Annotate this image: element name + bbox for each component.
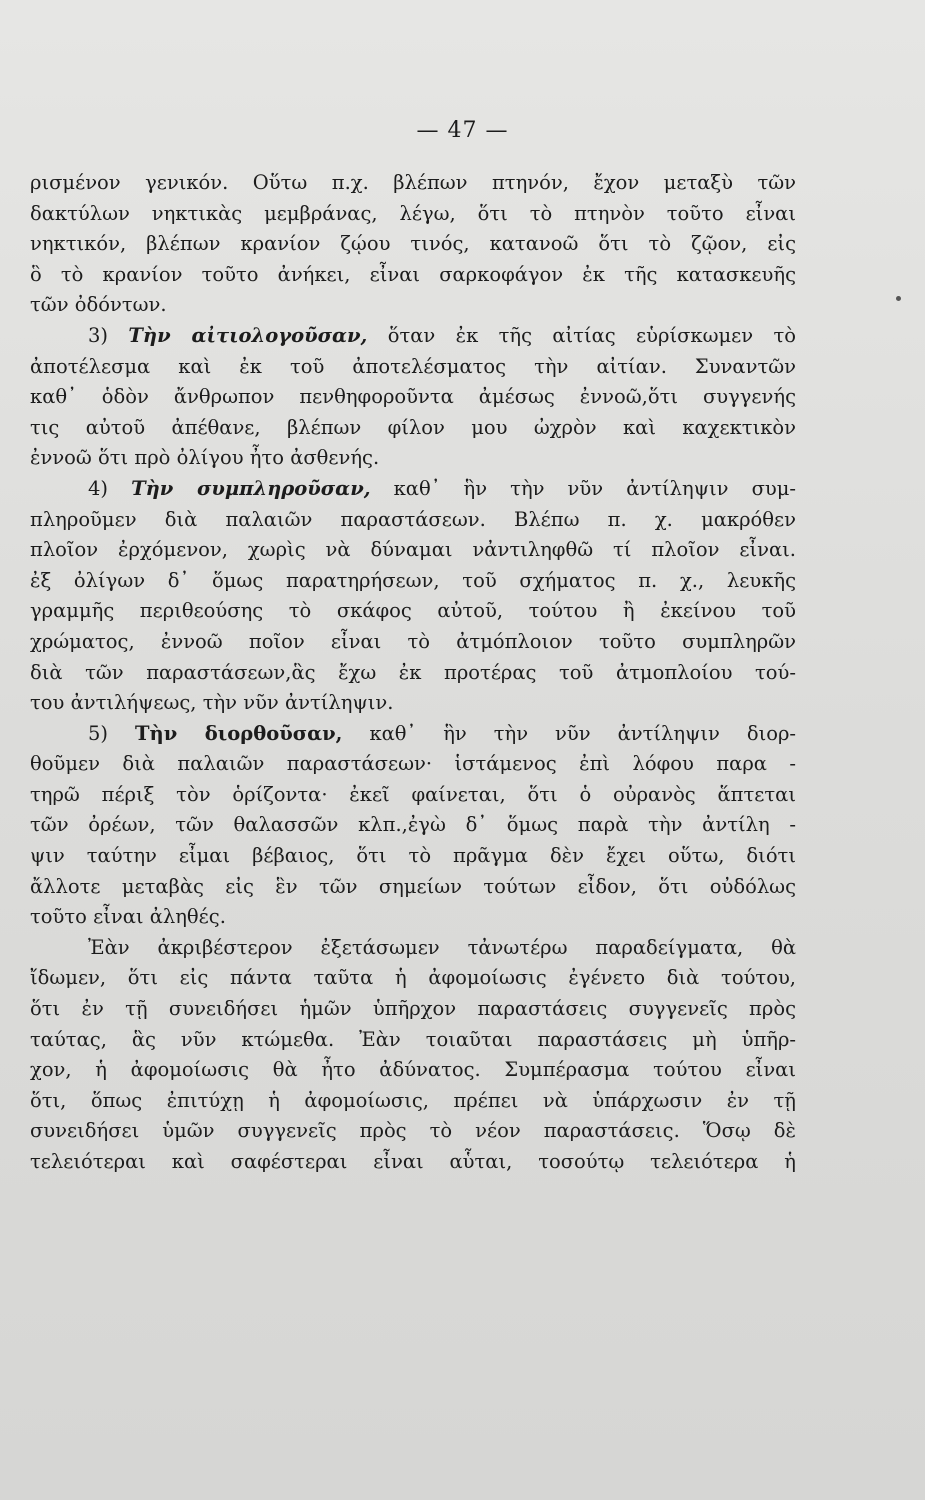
text-line: ἄλλοτε μεταβὰς εἰς ἓν τῶν σημείων τούτων εἶδον, ὅτι οὐδόλως [30,874,796,898]
text-line: καθ᾽ ὁδὸν ἄνθρωπον πενθηφοροῦντα ἀμέσως ἐννοῶ,ὅτι συγγενής [30,385,796,409]
item-5-marker: 5) [88,721,109,745]
text-line: θοῦμεν διὰ παλαιῶν παραστάσεων· ἱστάμενος ἐπὶ λόφου παρα - [30,752,796,776]
text-line: διὰ τῶν παραστάσεων,ἃς ἔχω ἐκ προτέρας τοῦ ἀτμοπλοίου τού- [30,660,796,684]
text-line: γραμμῆς περιθεούσης τὸ σκάφος αὐτοῦ, τούτου ἢ ἐκείνου τοῦ [30,599,796,623]
text-line: πληροῦμεν διὰ παλαιῶν παραστάσεων. Βλέπω π. χ. μακρόθεν [30,507,796,531]
text-line: ρισμένον γενικόν. Οὕτω π.χ. βλέπων πτηνόν, ἔχον μεταξὺ τῶν [30,171,796,194]
item-4-term: Τὴν συμπληροῦσαν, [131,476,371,500]
text-line: πλοῖον ἐρχόμενον, χωρὶς νὰ δύναμαι νἀντιληφθῶ τί πλοῖον εἶναι. [30,538,796,562]
text-line: ἴδωμεν, ὅτι εἰς πάντα ταῦτα ἡ ἀφομοίωσις ἐγένετο διὰ τούτου, [30,966,796,990]
text-line: τηρῶ πέριξ τὸν ὁρίζοντα· ἐκεῖ φαίνεται, ὅτι ὁ οὐρανὸς ἅπτεται [30,782,796,806]
page-number: — 47 — [416,118,509,143]
text-line: ἀποτέλεσμα καὶ ἐκ τοῦ ἀποτελέσματος τὴν αἰτίαν. Συναντῶν [30,354,796,378]
item-3-rest: ὅταν ἐκ τῆς αἰτίας εὑρίσκωμεν τὸ [387,323,797,347]
text-line: δακτύλων νηκτικὰς μεμβράνας, λέγω, ὅτι τὸ πτηνὸν τοῦτο εἶναι [30,201,796,225]
text-line: συνειδήσει ὑμῶν συγγενεῖς πρὸς τὸ νέον παραστάσεις. Ὅσῳ δὲ [30,1119,796,1143]
text-line: τῶν ὀρέων, τῶν θαλασσῶν κλπ.,ἐγὼ δ᾽ ὅμως παρὰ τὴν ἀντίλη - [30,813,796,837]
text-line: ἐννοῶ ὅτι πρὸ ὀλίγου ἦτο ἀσθενής. [30,446,380,470]
item-4-heading-line [30,474,796,505]
text-line: χον, ἡ ἀφομοίωσις θὰ ἦτο ἀδύνατος. Συμπέρασμα τούτου εἶναι [30,1058,796,1082]
text-line: χρώματος, ἐννοῶ ποῖον εἶναι τὸ ἀτμόπλοιον τοῦτο συμπληρῶν [30,629,796,653]
text-line: ψιν ταύτην εἶμαι βέβαιος, ὅτι τὸ πρᾶγμα δὲν ἔχει οὕτω, διότι [30,844,796,868]
text-line: ταύτας, ἃς νῦν κτώμεθα. Ἐὰν τοιαῦται παραστάσεις μὴ ὑπῆρ- [30,1027,796,1051]
text-line: νηκτικόν, βλέπων κρανίον ζῴου τινός, κατανοῶ ὅτι τὸ ζῷον, εἰς [30,232,796,256]
item-5-rest: καθ᾽ ἣν τὴν νῦν ἀντίληψιν διορ- [369,721,797,745]
item-3-heading-line [30,321,796,352]
item-3-term: Τὴν αἰτιολογοῦσαν, [128,323,368,347]
text-line: ἐξ ὀλίγων δ᾽ ὅμως παρατηρήσεων, τοῦ σχήματος π. χ., λευκῆς [30,568,796,592]
text-line: του ἀντιλήψεως, τὴν νῦν ἀντίληψιν. [30,691,394,715]
item-4-rest: καθ᾽ ἣν τὴν νῦν ἀντίληψιν συμ- [393,476,797,500]
text-line: ὅτι, ὅπως ἐπιτύχῃ ἡ ἀφομοίωσις, πρέπει νὰ ὑπάρχωσιν ἐν τῇ [30,1088,796,1112]
item-4-marker: 4) [88,476,109,500]
item-5-heading-line [30,719,796,750]
text-line: τελειότεραι καὶ σαφέστεραι εἶναι αὗται, τοσούτῳ τελειότερα ἡ [30,1150,796,1173]
text-line: τῶν ὀδόντων. [30,293,167,317]
text-line: τις αὐτοῦ ἀπέθανε, βλέπων φίλον μου ὠχρὸν καὶ καχεκτικὸν [30,415,796,439]
text-line: ὃ τὸ κρανίον τοῦτο ἀνήκει, εἶναι σαρκοφάγον ἐκ τῆς κατασκευῆς [30,262,796,286]
text-line: ὅτι ἐν τῇ συνειδήσει ἡμῶν ὑπῆρχον παραστάσεις συγγενεῖς πρὸς [30,997,796,1021]
body-text [30,168,796,1178]
item-5-term: Τὴν διορθοῦσαν, [135,721,343,745]
text-line: Ἐὰν ἀκριβέστερον ἐξετάσωμεν τἀνωτέρω παραδείγματα, θὰ [88,935,796,959]
text-line: τοῦτο εἶναι ἀληθές. [30,905,226,929]
item-3-marker: 3) [88,323,109,347]
ink-speck [896,296,901,301]
